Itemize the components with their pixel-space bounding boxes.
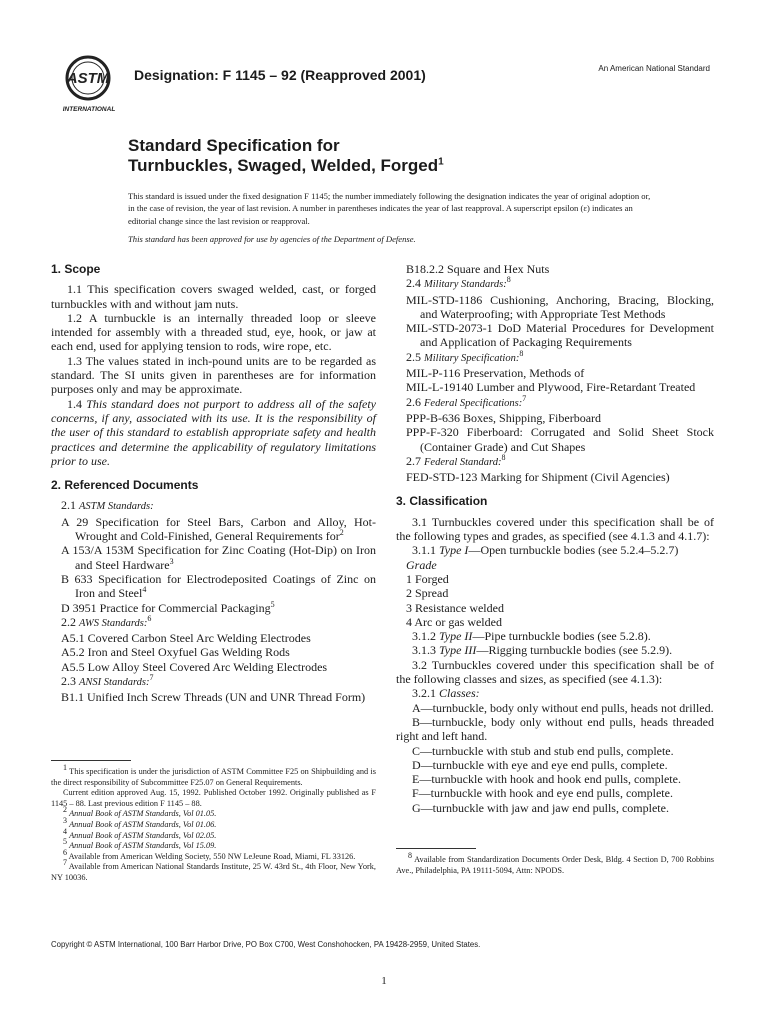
title-line-2: Turnbuckles, Swaged, Welded, Forged <box>128 156 439 175</box>
reference-mil-std-1186: MIL-STD-1186 Cushioning, Anchoring, Bracing, Blocking, and Waterproofing; with Appropriate Test Methods <box>406 292 714 321</box>
subsection-2-7: 2.7 Federal Standard:$^8$ <box>406 452 506 468</box>
reference-a5-2: A5.2 Iron and Steel Oxyfuel Gas Welding Rods <box>61 645 290 660</box>
class-item: D—turnbuckle with eye and eye end pulls, complete. <box>412 757 668 772</box>
copyright-notice: Copyright © ASTM International, 100 Barr Harbor Drive, PO Box C700, West Conshohocken, PA 19428-2959, United States. <box>51 940 481 949</box>
paragraph-3-1-3: 3.1.3 Type III—Rigging turnbuckle bodies (see 5.2.9). <box>412 643 673 658</box>
page-number: 1 <box>381 975 387 987</box>
class-item: A—turnbuckle, body only without end pulls, heads not drilled. <box>412 700 714 715</box>
section-heading-scope: 1. Scope <box>51 262 101 276</box>
reference-b18-2-2: B18.2.2 Square and Hex Nuts <box>406 262 550 276</box>
subsection-2-4: 2.4 Military Standards:$^8$ <box>406 275 511 291</box>
grade-item: 1 Forged <box>406 571 449 586</box>
footnote-8: $^8$ Available from Standardization Documents Order Desk, Bldg. 4 Section D, 700 Robbins Ave., Philadelphia, PA 19111-5094, Attn: NPODS. <box>396 851 714 875</box>
grade-item: 4 Arc or gas welded <box>406 614 502 629</box>
issue-notice: This standard is issued under the fixed designation F 1145; the number immediately following the designation indicates the year of original adoption or, in the case of revision, the year of last revision. A number in parentheses indicates the year of last reapproval. A superscript epsilon (ε) indicates an editorial change since the last revision or reapproval. <box>128 191 651 226</box>
reference-a5-1: A5.1 Covered Carbon Steel Arc Welding Electrodes <box>61 631 311 646</box>
subsection-2-6: 2.6 Federal Specifications:$^7$ <box>406 393 527 409</box>
class-item: F—turnbuckle with hook and eye end pulls, complete. <box>412 786 673 801</box>
approval-note: This standard has been approved for use by agencies of the Department of Defense. <box>128 234 416 244</box>
astm-logo <box>58 54 122 116</box>
document-title <box>128 136 444 176</box>
grade-item: 2 Spread <box>406 586 449 601</box>
reference-d3951: D 3951 Practice for Commercial Packaging$^5$ <box>61 599 275 615</box>
designation: Designation: F 1145 – 92 (Reapproved 2001) <box>134 67 426 83</box>
standard-type: An American National Standard <box>598 64 710 73</box>
paragraph-3-2-1: 3.2.1 Classes: <box>412 686 480 701</box>
grade-label: Grade <box>406 557 437 572</box>
footnote-1-edition: Current edition approved Aug. 15, 1992. Published October 1992. Originally published as F 1145 – 88. Last previous edition F 1145 – 88. <box>51 788 376 808</box>
footnote-2: $^2$ Annual Book of ASTM Standards, Vol 01.05. <box>63 805 217 819</box>
paragraph-1-4: 1.4 This standard does not purport to address all of the safety concerns, if any, associated with its use. It is the responsibility of the user of this standard to establish appropriate safety and health practices and determine the applicability of regulatory limitations prior to use. <box>51 396 376 468</box>
paragraph-3-1-1: 3.1.1 Type I—Open turnbuckle bodies (see 5.2.4–5.2.7) <box>412 543 679 558</box>
footnotes-right <box>396 848 714 876</box>
footnote-7: $^7$ Available from American National Standards Institute, 25 W. 43rd St., 4th Floor, New York, NY 10036. <box>51 858 376 882</box>
reference-mil-p-116: MIL-P-116 Preservation, Methods of <box>406 366 585 381</box>
section-heading-classification: 3. Classification <box>396 494 488 509</box>
reference-a29: A 29 Specification for Steel Bars, Carbon and Alloy, Hot-Wrought and Cold-Finished, General Requirements for$^2$ <box>61 514 376 544</box>
grade-item: 3 Resistance welded <box>406 600 504 615</box>
title-line-1: Standard Specification for <box>128 136 340 155</box>
reference-b633: B 633 Specification for Electrodeposited Coatings of Zinc on Iron and Steel$^4$ <box>61 571 376 601</box>
right-column <box>396 262 714 815</box>
svg-text:ASTM: ASTM <box>66 70 110 87</box>
subsection-2-3: 2.3 ANSI Standards:$^7$ <box>61 673 154 689</box>
footnote-3: $^3$ Annual Book of ASTM Standards, Vol 01.06. <box>63 816 217 829</box>
subsection-2-5: 2.5 Military Specification:$^8$ <box>406 348 524 364</box>
section-heading-referenced-documents: 2. Referenced Documents <box>51 478 199 493</box>
footnote-4: $^4$ Annual Book of ASTM Standards, Vol 02.05. <box>63 826 217 840</box>
reference-fed-std-123: FED-STD-123 Marking for Shipment (Civil Agencies) <box>406 470 670 485</box>
reference-mil-l-19140: MIL-L-19140 Lumber and Plywood, Fire-Retardant Treated <box>406 380 696 395</box>
reference-b1-1: B1.1 Unified Inch Screw Threads (UN and UNR Thread Form) <box>61 690 366 705</box>
subsection-2-2: 2.2 AWS Standards:$^6$ <box>61 613 152 629</box>
class-item: G—turnbuckle with jaw and jaw end pulls, complete. <box>412 800 669 815</box>
class-item: E—turnbuckle with hook and hook end pulls, complete. <box>412 772 681 787</box>
reference-a153: A 153/A 153M Specification for Zinc Coating (Hot-Dip) on Iron and Steel Hardware$^3$ <box>61 543 376 572</box>
title-footnote-mark: 1 <box>438 156 444 168</box>
reference-mil-std-2073: MIL-STD-2073-1 DoD Material Procedures for Development and Application of Packaging Requirements <box>406 321 714 350</box>
paragraph-3-2: 3.2 Turnbuckles covered under this specification shall be of the following classes and sizes, as specified (see 4.1.3): <box>396 657 714 687</box>
left-column <box>51 262 376 705</box>
class-item: B—turnbuckle, body only without end pulls, heads threaded right and left hand. <box>396 714 714 744</box>
reference-ppp-f-320: PPP-F-320 Fiberboard: Corrugated and Solid Sheet Stock (Container Grade) and Cut Shapes <box>406 425 714 454</box>
reference-a5-5: A5.5 Low Alloy Steel Covered Arc Welding Electrodes <box>61 659 328 674</box>
paragraph-1-3: 1.3 The values stated in inch-pound units are to be regarded as standard. The SI units given in parentheses are for information purposes only and may be approximate. <box>51 353 376 397</box>
footnote-rule <box>51 760 131 761</box>
paragraph-1-2: 1.2 A turnbuckle is an internally threaded loop or sleeve intended for assembly with a threaded stud, eye, hook, or jaw at each end, used for applying tension to rods, wire rope, etc. <box>51 310 376 354</box>
class-item: C—turnbuckle with stub and stub end pulls, complete. <box>412 743 674 758</box>
footnote-6: $^6$ Available from American Welding Society, 550 NW LeJeune Road, Miami, FL 33126. <box>63 847 356 861</box>
svg-text:INTERNATIONAL: INTERNATIONAL <box>62 106 116 113</box>
paragraph-1-1: 1.1 This specification covers swaged welded, cast, or forged turnbuckles with and without jam nuts. <box>51 282 376 311</box>
footnotes-left <box>51 760 376 884</box>
footnote-5: $^5$ Annual Book of ASTM Standards, Vol 15.09. <box>63 837 217 851</box>
footnote-1: $^1$ This specification is under the jurisdiction of ASTM Committee F25 on Shipbuilding and is the direct responsibility of Subcommittee F25.07 on General Requirements. <box>51 763 376 787</box>
reference-ppp-b-636: PPP-B-636 Boxes, Shipping, Fiberboard <box>406 410 602 425</box>
paragraph-3-1-2: 3.1.2 Type II—Pipe turnbuckle bodies (see 5.2.8). <box>412 629 651 644</box>
subsection-2-1: 2.1 ASTM Standards: <box>61 498 154 513</box>
paragraph-3-1: 3.1 Turnbuckles covered under this specification shall be of the following types and grades, as specified (see 4.1.3 and 4.1.7): <box>396 514 714 544</box>
footnote-rule <box>396 848 476 849</box>
